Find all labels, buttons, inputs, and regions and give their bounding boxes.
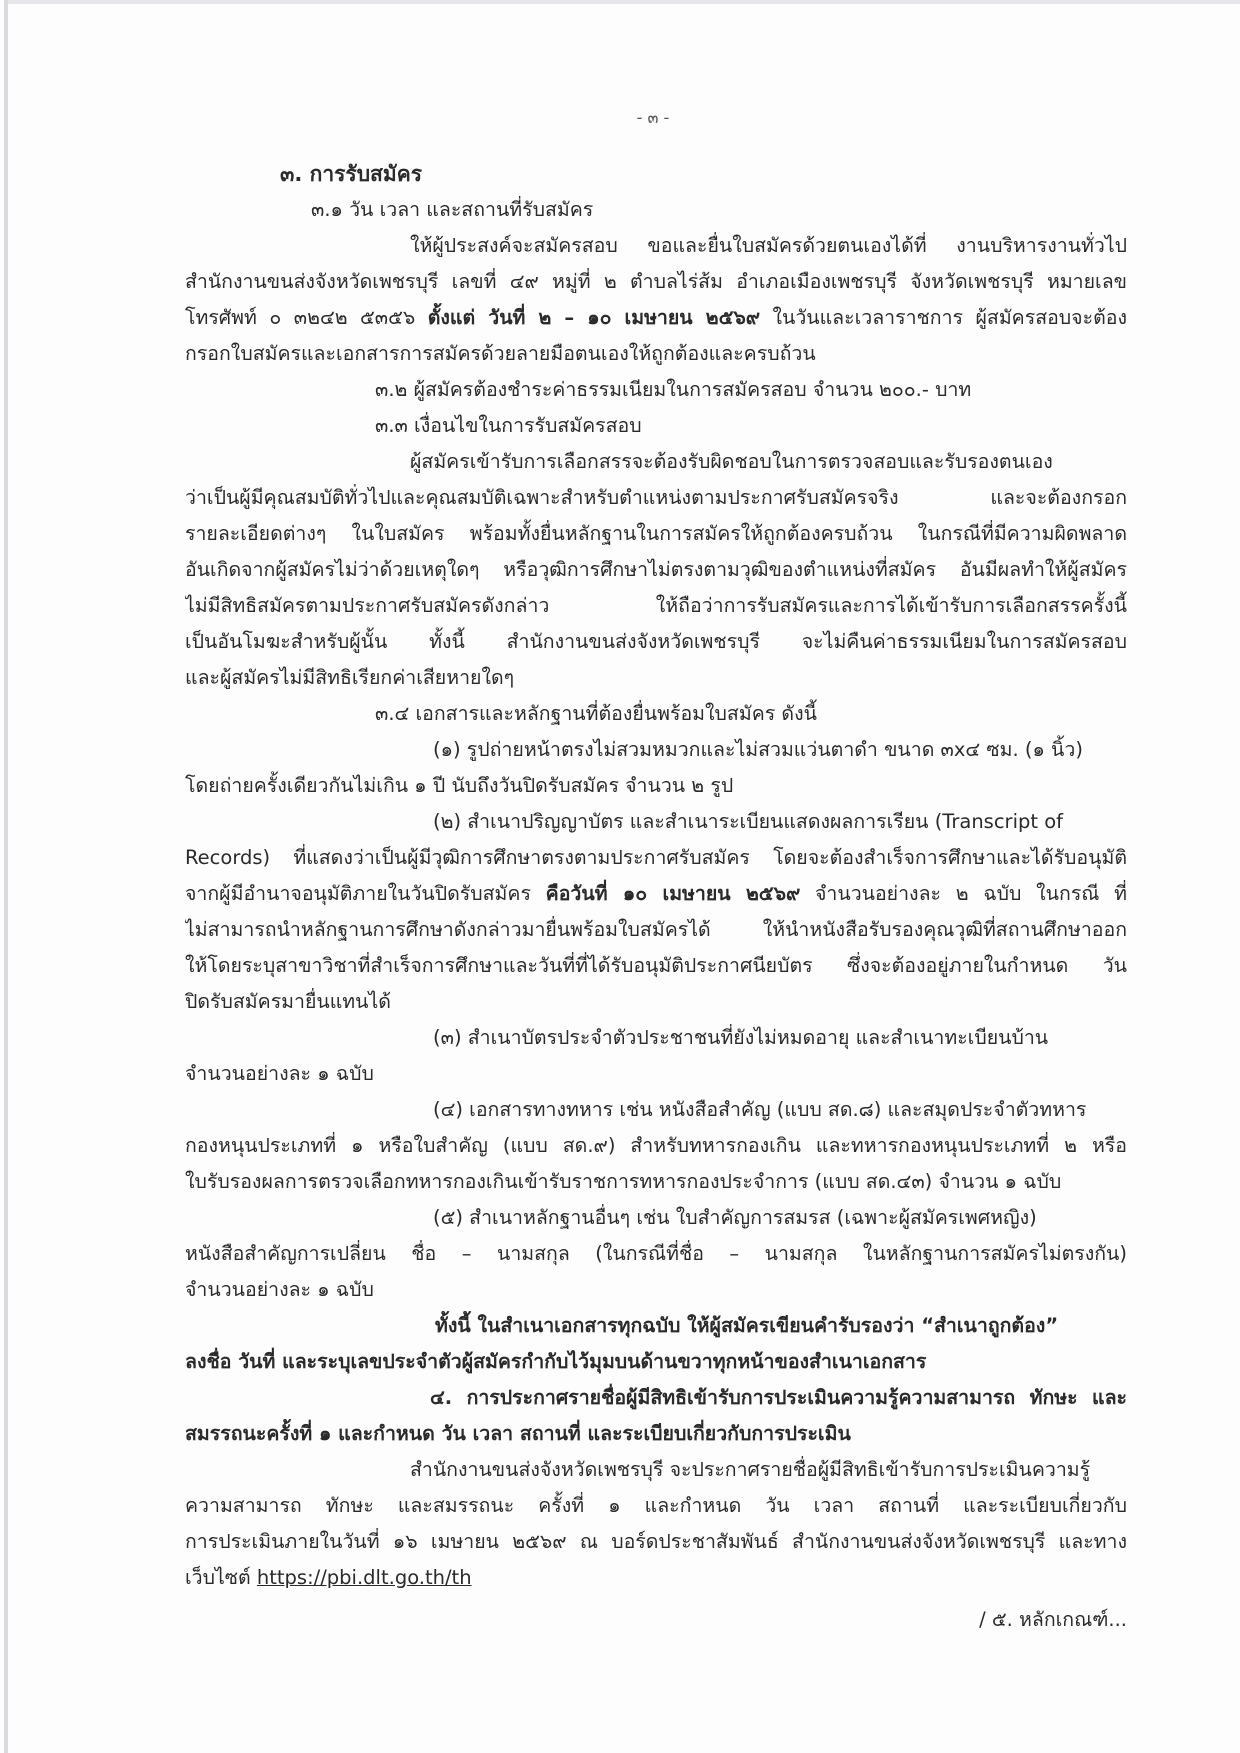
- document-item-4-line: กองหนุนประเภทที่ ๑ หรือใบสำคัญ (แบบ สด.๙) สำหรับทหารกองเกิน และทหารกองหนุนประเภทที่ ๒ หรือ: [185, 1134, 1127, 1157]
- website-link[interactable]: https://pbi.dlt.go.th/th: [256, 1566, 472, 1589]
- document-item-3-line: จำนวนอย่างละ ๑ ฉบับ: [185, 1062, 374, 1085]
- section-3-3-para-line: อันเกิดจากผู้สมัครไม่ว่าด้วยเหตุใดๆ หรือวุฒิการศึกษาไม่ตรงตามวุฒิของตำแหน่งที่สมัคร อันมีผลทำให้ผู้สมัคร: [185, 558, 1127, 581]
- section-3-3-para-line: ผู้สมัครเข้ารับการเลือกสรรจะต้องรับผิดชอบในการตรวจสอบและรับรองตนเอง: [410, 450, 1053, 473]
- section-3-1-para-line: ให้ผู้ประสงค์จะสมัครสอบ ขอและยื่นใบสมัครด้วยตนเองได้ที่ งานบริหารงานทั่วไป: [410, 234, 1127, 257]
- section-4-heading-line: ๔. การประกาศรายชื่อผู้มีสิทธิเข้ารับการประเมินความรู้ความสามารถ ทักษะ และ: [430, 1386, 1127, 1409]
- section-3-1-heading: ๓.๑ วัน เวลา และสถานที่รับสมัคร: [311, 198, 594, 221]
- section-3-4-heading: ๓.๔ เอกสารและหลักฐานที่ต้องยื่นพร้อมใบสมัคร ดังนี้: [375, 702, 817, 725]
- document-item-2-line: ปิดรับสมัครมายื่นแทนได้: [185, 990, 391, 1013]
- document-item-2-line: (๒) สำเนาปริญญาบัตร และสำเนาระเบียนแสดงผลการเรียน (Transcript of: [433, 810, 1064, 833]
- document-item-2-text: จากผู้มีอำนาจอนุมัติภายในวันปิดรับสมัคร: [185, 882, 546, 905]
- section-4-para-line: สำนักงานขนส่งจังหวัดเพชรบุรี จะประกาศรายชื่อผู้มีสิทธิเข้ารับการประเมินความรู้: [410, 1458, 1091, 1481]
- section-3-3-para-line: ว่าเป็นผู้มีคุณสมบัติทั่วไปและคุณสมบัติเฉพาะสำหรับตำแหน่งตามประกาศรับสมัครจริง และจะต้องกรอก: [185, 486, 1127, 509]
- section-3-1-para-line-dates: [185, 300, 1127, 336]
- section-3-1-text: ในวันและเวลาราชการ ผู้สมัครสอบจะต้อง: [760, 306, 1127, 329]
- document-item-2-text: จำนวนอย่างละ ๒ ฉบับ ในกรณี ที่: [800, 882, 1127, 905]
- document-item-5-line: (๕) สำเนาหลักฐานอื่นๆ เช่น ใบสำคัญการสมรส (เฉพาะผู้สมัครเพศหญิง): [433, 1206, 1037, 1229]
- closing-date: คือวันที่ ๑๐ เมษายน ๒๕๖๙: [545, 882, 801, 905]
- certification-note-line: ทั้งนี้ ในสำเนาเอกสารทุกฉบับ ให้ผู้สมัครเขียนคำรับรองว่า “สำเนาถูกต้อง”: [435, 1314, 1059, 1337]
- website-label: เว็บไซต์: [185, 1566, 257, 1589]
- document-item-4-line: ใบรับรองผลการตรวจเลือกทหารกองเกินเข้ารับราชการทหารกองประจำการ (แบบ สด.๔๓) จำนวน ๑ ฉบับ: [185, 1170, 1062, 1193]
- section-3-1-para-line: กรอกใบสมัครและเอกสารการสมัครด้วยลายมือตนเองให้ถูกต้องและครบถ้วน: [185, 342, 816, 365]
- document-item-2-line: Records) ที่แสดงว่าเป็นผู้มีวุฒิการศึกษาตรงตามประกาศรับสมัคร โดยจะต้องสำเร็จการศึกษาและได้รับอนุมัติ: [185, 846, 1127, 869]
- certification-note-line: ลงชื่อ วันที่ และระบุเลขประจำตัวผู้สมัครกำกับไว้มุมบนด้านขวาทุกหน้าของสำเนาเอกสาร: [185, 1350, 927, 1373]
- section-3-3-para-line: รายละเอียดต่างๆ ในใบสมัคร พร้อมทั้งยื่นหลักฐานในการสมัครให้ถูกต้องครบถ้วน ในกรณีที่มีความผิดพลาด: [185, 522, 1127, 545]
- page-edge-top: [4, 0, 1240, 4]
- continuation-marker: / ๕. หลักเกณฑ์...: [979, 1608, 1127, 1631]
- section-3-1-para-line: สำนักงานขนส่งจังหวัดเพชรบุรี เลขที่ ๔๙ หมู่ที่ ๒ ตำบลไร่ส้ม อำเภอเมืองเพชรบุรี จังหวัดเพชรบุรี หมายเลข: [185, 270, 1127, 293]
- section-4-heading-line: สมรรถนะครั้งที่ ๑ และกำหนด วัน เวลา สถานที่ และระเบียบเกี่ยวกับการประเมิน: [185, 1422, 851, 1445]
- document-item-1-line: (๑) รูปถ่ายหน้าตรงไม่สวมหมวกและไม่สวมแว่นตาดำ ขนาด ๓x๔ ซม. (๑ นิ้ว): [433, 738, 1083, 761]
- document-item-3-line: (๓) สำเนาบัตรประจำตัวประชาชนที่ยังไม่หมดอายุ และสำเนาทะเบียนบ้าน: [433, 1026, 1049, 1049]
- document-item-5-line: หนังสือสำคัญการเปลี่ยน ชื่อ – นามสกุล (ในกรณีที่ชื่อ – นามสกุล ในหลักฐานการสมัครไม่ตรงกัน): [185, 1242, 1127, 1265]
- section-3-2-text: ๓.๒ ผู้สมัครต้องชำระค่าธรรมเนียมในการสมัครสอบ จำนวน ๒๐๐.- บาท: [375, 378, 972, 401]
- document-item-2-line: ไม่สามารถนำหลักฐานการศึกษาดังกล่าวมายื่นพร้อมใบสมัครได้ ให้นำหนังสือรับรองคุณวุฒิที่สถานศึกษาออก: [185, 918, 1127, 941]
- document-item-2-line: ให้โดยระบุสาขาวิชาที่สำเร็จการศึกษาและวันที่ที่ได้รับอนุมัติประกาศนียบัตร ซึ่งจะต้องอยู่ภายในกำหนด วัน: [185, 954, 1127, 977]
- phone-text: โทรศัพท์ ๐ ๓๒๔๒ ๕๓๕๖: [185, 306, 428, 329]
- document-item-1-line: โดยถ่ายครั้งเดียวกันไม่เกิน ๑ ปี นับถึงวันปิดรับสมัคร จำนวน ๒ รูป: [185, 774, 734, 797]
- page-number: - ๓ -: [636, 108, 670, 127]
- section-3-3-para-line: เป็นอันโมฆะสำหรับผู้นั้น ทั้งนี้ สำนักงานขนส่งจังหวัดเพชรบุรี จะไม่คืนค่าธรรมเนียมในการสมัครสอบ: [185, 630, 1127, 653]
- document-item-4-line: (๔) เอกสารทางทหาร เช่น หนังสือสำคัญ (แบบ สด.๘) และสมุดประจำตัวทหาร: [433, 1098, 1087, 1121]
- section-3-3-para-line: ไม่มีสิทธิสมัครตามประกาศรับสมัครดังกล่าว ให้ถือว่าการรับสมัครและการได้เข้ารับการเลือกสรรครั้งนี้: [185, 594, 1127, 617]
- section-4-website-line: [185, 1560, 1127, 1596]
- section-3-3-heading: ๓.๓ เงื่อนไขในการรับสมัครสอบ: [375, 414, 642, 437]
- section-4-para-line: ความสามารถ ทักษะ และสมรรถนะ ครั้งที่ ๑ และกำหนด วัน เวลา สถานที่ และระเบียบเกี่ยวกับ: [185, 1494, 1127, 1517]
- section-3-heading: ๓. การรับสมัคร: [280, 162, 423, 186]
- document-page: [185, 100, 1127, 1638]
- document-item-5-line: จำนวนอย่างละ ๑ ฉบับ: [185, 1278, 374, 1301]
- document-item-2-line-deadline: [185, 876, 1127, 912]
- page-edge-left: [4, 0, 8, 1753]
- application-period: ตั้งแต่ วันที่ ๒ – ๑๐ เมษายน ๒๕๖๙: [427, 306, 760, 329]
- section-4-para-line: การประเมินภายในวันที่ ๑๖ เมษายน ๒๕๖๙ ณ บอร์ดประชาสัมพันธ์ สำนักงานขนส่งจังหวัดเพชรบุรี และทาง: [185, 1530, 1127, 1553]
- section-3-3-para-line: และผู้สมัครไม่มีสิทธิเรียกค่าเสียหายใดๆ: [185, 666, 515, 689]
